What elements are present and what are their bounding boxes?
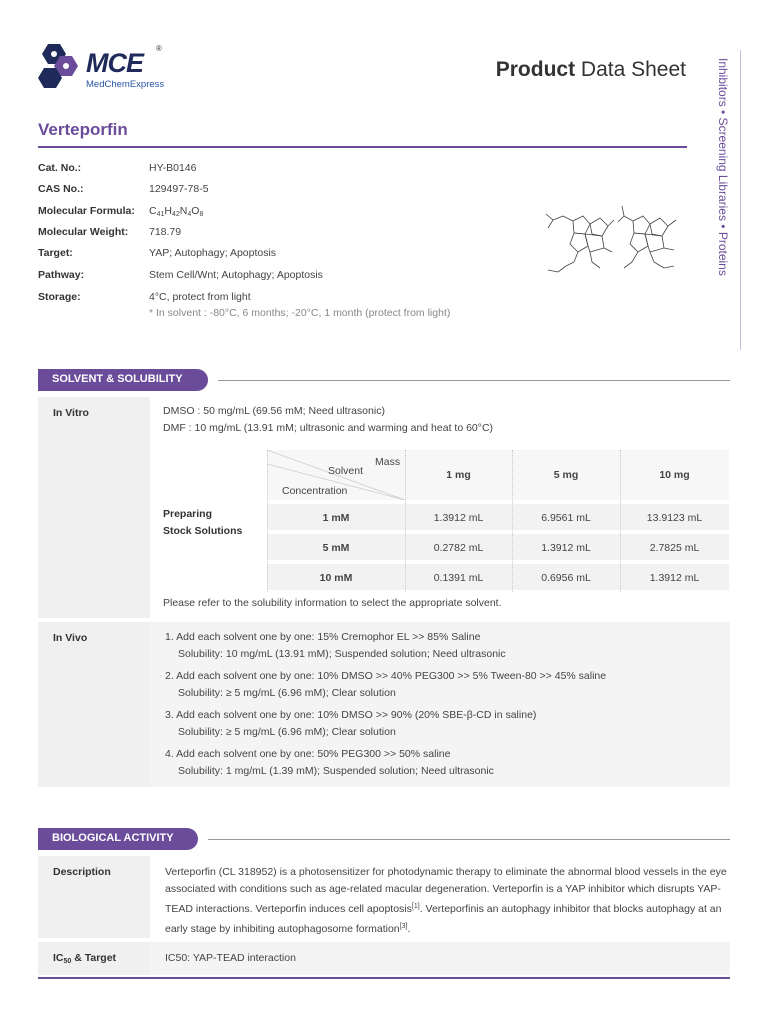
prop-key: Storage: — [38, 291, 81, 303]
document-title — [496, 58, 686, 82]
mce-logo — [38, 42, 168, 92]
sidebar-text: Inhibitors • Screening Libraries • Proteins — [716, 58, 730, 276]
row-group-label: Preparing Stock Solutions — [163, 508, 243, 537]
prop-value: YAP; Autophagy; Apoptosis — [149, 247, 277, 259]
stock-solution-table — [163, 450, 729, 592]
ic50-value: IC50: YAP-TEAD interaction — [150, 942, 730, 975]
table-cell: 0.2782 mL — [433, 542, 484, 554]
section-rule — [218, 380, 730, 381]
ic50-label: $IC_{50}$ & Target — [38, 942, 150, 975]
in-vivo-protocol: 3. Add each solvent one by one: 10% DMSO >> 90% (20% SBE-β-CD in saline) Solubility: ≥ 5 mg/mL (6.96 mM); Clear solution — [165, 709, 537, 738]
row-conc: 5 mM — [322, 542, 350, 554]
bio-section-title: BIOLOGICAL ACTIVITY — [38, 828, 198, 850]
document-title-bold: Product — [495, 58, 576, 81]
col-header: 5 mg — [553, 469, 579, 481]
prop-value: 4°C, protect from light — [149, 291, 251, 303]
dmf-solubility: DMF : 10 mg/mL (13.91 mM; ultrasonic and warming and heat to 60°C) — [163, 422, 494, 434]
table-cell: 0.1391 mL — [433, 572, 484, 584]
storage-note: * In solvent : -80°C, 6 months; -20°C, 1 month (protect from light) — [149, 307, 451, 319]
in-vivo-label: In Vivo — [38, 622, 150, 787]
in-vivo-protocol: 4. Add each solvent one by one: 50% PEG300 >> 50% saline Solubility: 1 mg/mL (1.39 mM); Suspended solution; Need ultrasonic — [165, 748, 494, 777]
prop-key: Cat. No.: — [38, 162, 82, 174]
prop-value: HY-B0146 — [149, 162, 197, 174]
section-rule — [208, 839, 730, 840]
prop-value: Stem Cell/Wnt; Autophagy; Apoptosis — [149, 269, 323, 281]
solubility-note: Please refer to the solubility information to select the appropriate solvent. — [163, 597, 502, 609]
description-body: Verteporfin (CL 318952) is a photosensitizer for photodynamic therapy to eliminate the abnormal blood vessels in the eye associated with conditions such as age-related macular degeneration. Verteporfin is a YAP inhibitor which disrupts YAP- TEAD interactions. Verteporfin induces cell apoptosis[1]. Verteporfinis an autophagy inhibitor that blocks autophagy at an early stage by inhibiting autophagosome formation[3]. — [165, 866, 727, 935]
row-conc: 1 mM — [322, 512, 350, 524]
table-cell: 1.3912 mL — [649, 572, 700, 584]
table-cell: 0.6956 mL — [541, 572, 591, 584]
table-cell: 1.3912 mL — [433, 512, 484, 524]
solubility-section-title: SOLVENT & SOLUBILITY — [38, 369, 208, 391]
header-mass: Mass — [375, 456, 401, 468]
description-label: Description — [38, 856, 150, 938]
in-vivo-protocol: 1. Add each solvent one by one: 15% Cremophor EL >> 85% Saline Solubility: 10 mg/mL (13.91 mM); Suspended solution; Need ultrasonic — [165, 631, 506, 660]
prop-key: Pathway: — [38, 269, 85, 281]
table-cell: 1.3912 mL — [541, 542, 591, 554]
document-title-rest: Data Sheet — [575, 58, 686, 81]
chemical-structure-image — [528, 196, 693, 286]
in-vivo-protocol: 2. Add each solvent one by one: 10% DMSO >> 40% PEG300 >> 5% Tween-80 >> 45% saline Solubility: ≥ 5 mg/mL (6.96 mM); Clear solution — [165, 670, 607, 699]
prop-key: CAS No.: — [38, 183, 84, 195]
table-cell: 13.9123 mL — [646, 512, 703, 524]
brand-tagline: MedChemExpress — [86, 79, 165, 90]
title-divider — [38, 146, 687, 148]
prop-key: Target: — [38, 247, 73, 259]
prop-value: $C_{41}H_{42}N_4O_8$ — [149, 205, 204, 218]
registered-mark: ® — [156, 44, 162, 53]
in-vitro-label: In Vitro — [38, 397, 150, 618]
row-conc: 10 mM — [319, 572, 353, 584]
header-solvent: Solvent — [328, 465, 364, 477]
sidebar-categories — [716, 58, 736, 348]
col-header: 1 mg — [446, 469, 471, 481]
bio-section-header — [38, 828, 730, 850]
table-cell: 6.9561 mL — [541, 512, 591, 524]
product-name: Verteporfin — [38, 120, 128, 139]
dmso-solubility: DMSO : 50 mg/mL (69.56 mM; Need ultrasonic) — [163, 405, 385, 417]
header-concentration: Concentration — [282, 485, 348, 497]
brand-name: MCE — [86, 48, 143, 78]
hexagon-logo-icon — [38, 42, 82, 90]
prop-key: Molecular Weight: — [38, 226, 129, 238]
solubility-section-header — [38, 369, 730, 391]
prop-value: 129497-78-5 — [149, 183, 209, 195]
prop-key: Molecular Formula: — [38, 205, 135, 217]
sidebar-divider — [740, 50, 741, 350]
table-cell: 2.7825 mL — [649, 542, 700, 554]
prop-value: 718.79 — [149, 226, 182, 238]
bottom-divider — [38, 977, 730, 979]
col-header: 10 mg — [659, 469, 690, 481]
